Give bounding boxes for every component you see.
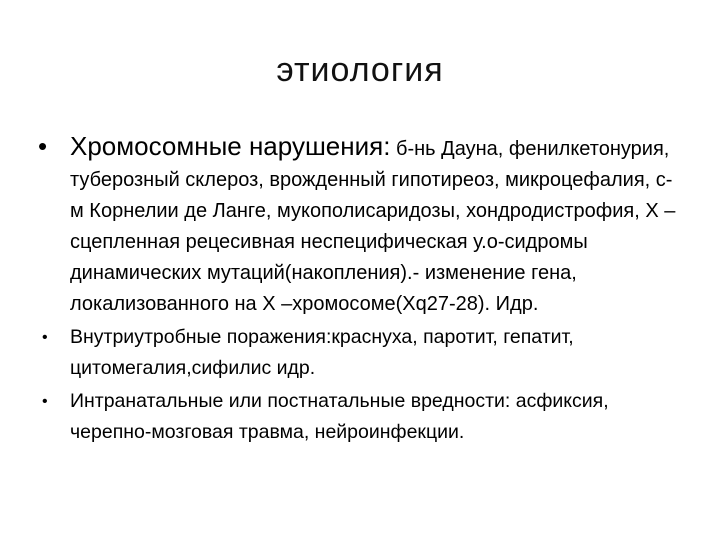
bullet-intranatal: [36, 386, 686, 448]
bullet-intrauterine: [36, 322, 686, 384]
slide-title: этиология: [276, 51, 444, 89]
bullet-text: Интранатальные или постнатальные вредности: асфиксия, черепно-мозговая травма, нейроинфекции.: [70, 390, 609, 443]
bullet-marker: •: [38, 131, 48, 161]
bullet-marker: •: [42, 393, 48, 410]
bullet-chromosomal: [36, 132, 686, 320]
bullet-text: б-нь Дауна, фенилкетонурия, туберозный склероз, врожденный гипотиреоз, микроцефалия, с-м Корнелии де Ланге, мукополисаридозы, хондродистрофия, X –сцепленная рецесивная неспецифическая у.о-сидромы динамических мутаций(накопления).- изменение гена, локализованного на Х –хромосоме(Xq27-28). Идр.: [70, 138, 676, 315]
bullet-list: [36, 132, 686, 448]
bullet-lead-text: Хромосомные нарушения:: [70, 131, 391, 161]
bullet-text: Внутриутробные поражения:краснуха, паротит, гепатит, цитомегалия,сифилис идр.: [70, 326, 574, 379]
bullet-marker: •: [42, 329, 48, 346]
